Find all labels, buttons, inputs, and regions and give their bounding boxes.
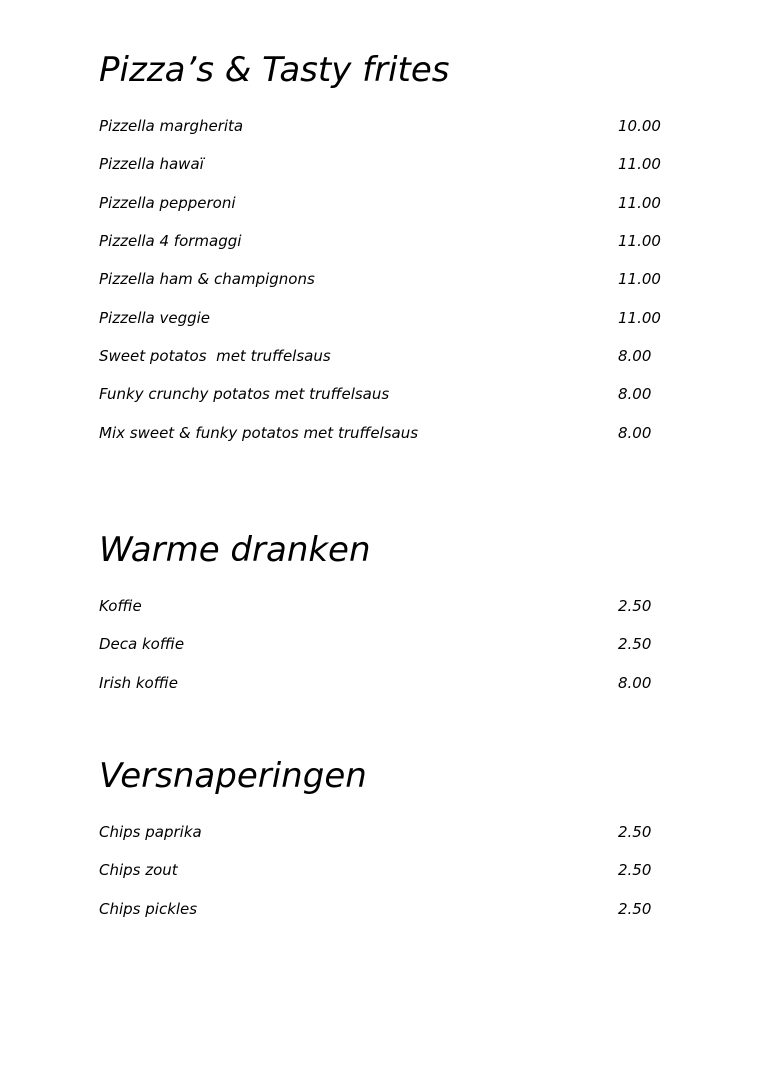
- menu-item: [99, 307, 669, 329]
- menu-item: [99, 345, 669, 367]
- section-title-warme-dranken: Warme dranken: [99, 530, 371, 570]
- item-name: Mix sweet & funky potatos met truffelsaus: [99, 424, 419, 442]
- item-price: 8.00: [618, 424, 652, 442]
- item-name: Pizzella hawaï: [99, 155, 204, 173]
- menu-item: [99, 595, 669, 617]
- item-price: 2.50: [618, 635, 652, 653]
- item-name: Pizzella veggie: [99, 309, 211, 327]
- item-name: Chips zout: [99, 861, 178, 879]
- menu-item: [99, 821, 669, 843]
- menu-item: [99, 230, 669, 252]
- item-name: Chips paprika: [99, 823, 202, 841]
- item-price: 11.00: [618, 309, 661, 327]
- menu-item: [99, 153, 669, 175]
- menu-item: [99, 115, 669, 137]
- item-name: Sweet potatos met truffelsaus: [99, 347, 331, 365]
- item-name: Deca koffie: [99, 635, 185, 653]
- menu-item: [99, 192, 669, 214]
- section-title-versnaperingen: Versnaperingen: [99, 756, 367, 796]
- menu-item: [99, 859, 669, 881]
- menu-item: [99, 383, 669, 405]
- item-price: 8.00: [618, 385, 652, 403]
- item-name: Irish koffie: [99, 674, 178, 692]
- item-name: Pizzella 4 formaggi: [99, 232, 242, 250]
- menu-item: [99, 268, 669, 290]
- item-price: 11.00: [618, 155, 661, 173]
- item-price: 8.00: [618, 674, 652, 692]
- item-name: Pizzella margherita: [99, 117, 244, 135]
- item-price: 11.00: [618, 194, 661, 212]
- item-name: Pizzella pepperoni: [99, 194, 236, 212]
- menu-item: [99, 672, 669, 694]
- menu-item: [99, 422, 669, 444]
- item-name: Pizzella ham & champignons: [99, 270, 315, 288]
- item-name: Funky crunchy potatos met truffelsaus: [99, 385, 390, 403]
- item-price: 2.50: [618, 823, 652, 841]
- item-price: 8.00: [618, 347, 652, 365]
- item-price: 11.00: [618, 232, 661, 250]
- section-title-pizzas: Pizza’s & Tasty frites: [99, 50, 450, 90]
- item-price: 11.00: [618, 270, 661, 288]
- menu-item: [99, 633, 669, 655]
- item-name: Koffie: [99, 597, 142, 615]
- item-price: 2.50: [618, 597, 652, 615]
- item-price: 10.00: [618, 117, 661, 135]
- item-name: Chips pickles: [99, 900, 198, 918]
- menu-item: [99, 898, 669, 920]
- item-price: 2.50: [618, 861, 652, 879]
- item-price: 2.50: [618, 900, 652, 918]
